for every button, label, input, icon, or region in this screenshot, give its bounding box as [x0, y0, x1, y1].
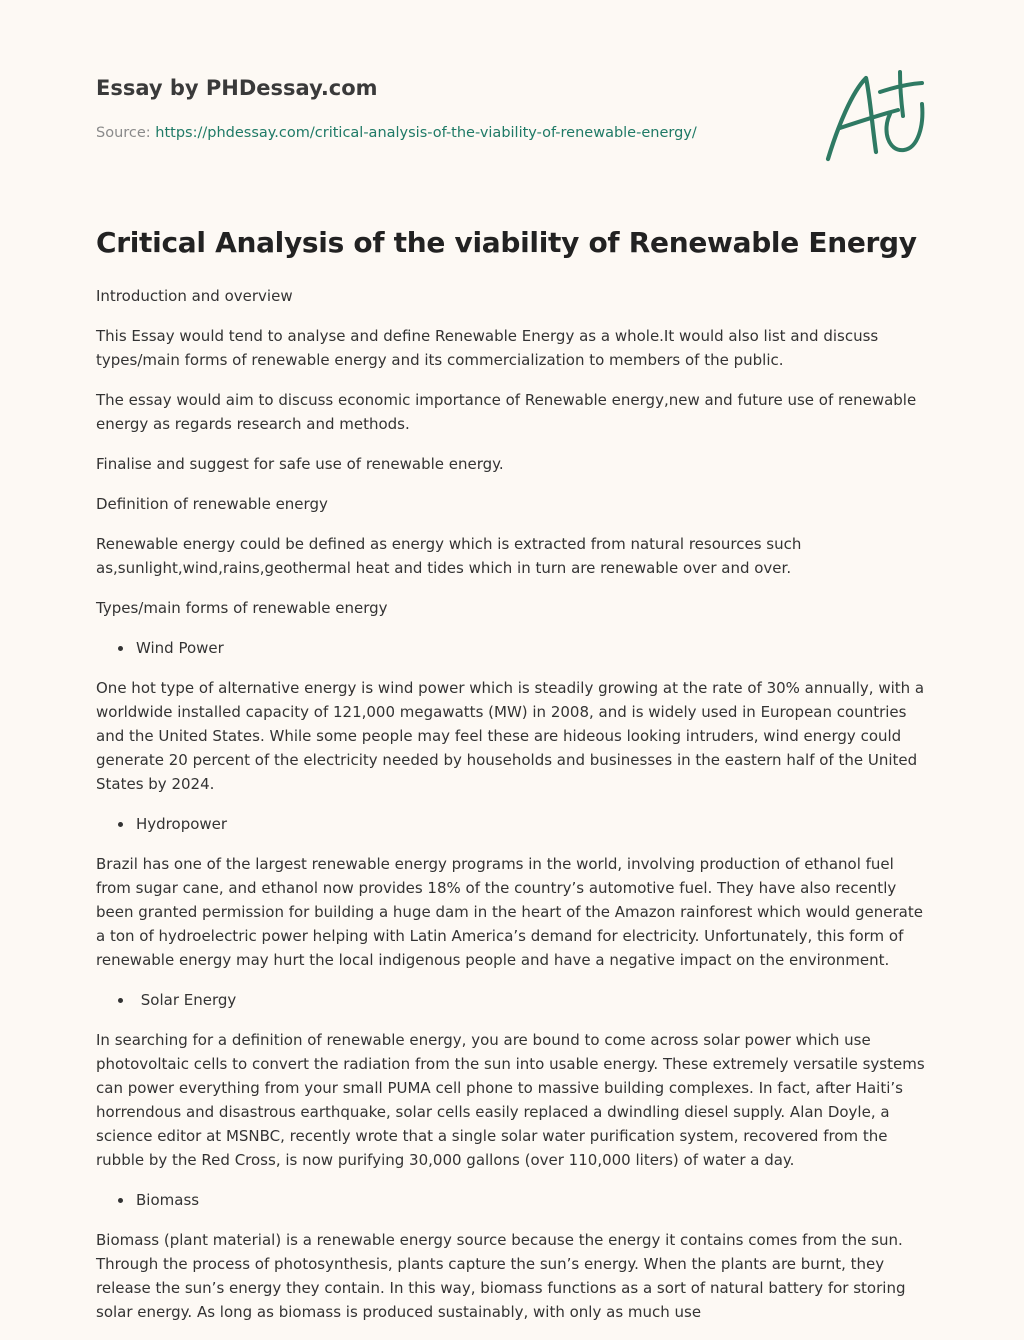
- source-link[interactable]: https://phdessay.com/critical-analysis-of-the-viability-of-renewable-energy/: [155, 125, 697, 141]
- aim-paragraph: The essay would aim to discuss economic importance of Renewable energy,new and future use of renewable energy as regards research and methods.: [96, 391, 917, 433]
- list-item-biomass: [96, 1188, 930, 1212]
- essay-title: Critical Analysis of the viability of Renewable Energy: [96, 226, 917, 259]
- bullet-label: Solar Energy: [136, 991, 237, 1009]
- hydropower-paragraph: Brazil has one of the largest renewable energy programs in the world, involving production of ethanol fuel from sugar cane, and ethanol now provides 18% of the country’s automotive fuel. They have also recently been granted permission for building a huge dam in the heart of the Amazon rainforest which would generate a ton of hydroelectric power helping with Latin America’s demand for electricity. Unfortunately, this form of renewable energy may hurt the local indigenous people and have a negative impact on the environment.: [96, 855, 923, 969]
- list-item-wind-power: [96, 636, 930, 660]
- essay-body: [96, 284, 930, 1340]
- source-label: Source:: [96, 125, 156, 141]
- definition-heading: Definition of renewable energy: [96, 495, 328, 513]
- bullet-label: Wind Power: [136, 639, 224, 657]
- brand-title: Essay by PHDessay.com: [96, 76, 378, 100]
- definition-paragraph: Renewable energy could be defined as energy which is extracted from natural resources such as,sunlight,wind,rains,geothermal heat and tides which in turn are renewable over and over.: [96, 535, 802, 577]
- types-heading: Types/main forms of renewable energy: [96, 599, 388, 617]
- a-plus-logo-icon: [818, 66, 930, 166]
- solar-energy-paragraph: In searching for a definition of renewable energy, you are bound to come across solar power which use photovoltaic cells to convert the radiation from the sun into usable energy. These extremely versatile systems can power everything from your small PUMA cell phone to massive building complexes. In fact, after Haiti’s horrendous and disastrous earthquake, solar cells easily replaced a dwindling diesel supply. Alan Doyle, a science editor at MSNBC, recently wrote that a single solar water purification system, recovered from the rubble by the Red Cross, is now purifying 30,000 gallons (over 110,000 liters) of water a day.: [96, 1031, 925, 1169]
- bullet-label: Hydropower: [136, 815, 228, 833]
- biomass-paragraph: Biomass (plant material) is a renewable energy source because the energy it contains comes from the sun. Through the process of photosynthesis, plants capture the sun’s energy. When the plants are burnt, they release the sun’s energy they contain. In this way, biomass functions as a sort of natural battery for storing solar energy. As long as biomass is produced sustainably, with only as much use: [96, 1231, 906, 1321]
- list-item-hydropower: [96, 812, 930, 836]
- intro-heading: Introduction and overview: [96, 287, 293, 305]
- source-line: [96, 125, 697, 141]
- list-item-solar-energy: [96, 988, 930, 1012]
- intro-paragraph: This Essay would tend to analyse and define Renewable Energy as a whole.It would also list and discuss types/main forms of renewable energy and its commercialization to members of the public.: [96, 327, 879, 369]
- finalise-paragraph: Finalise and suggest for safe use of renewable energy.: [96, 455, 504, 473]
- wind-power-paragraph: One hot type of alternative energy is wind power which is steadily growing at the rate of 30% annually, with a worldwide installed capacity of 121,000 megawatts (MW) in 2008, and is widely used in European countries and the United States. While some people may feel these are hideous looking intruders, wind energy could generate 20 percent of the electricity needed by households and businesses in the eastern half of the United States by 2024.: [96, 679, 925, 793]
- bullet-label: Biomass: [136, 1191, 200, 1209]
